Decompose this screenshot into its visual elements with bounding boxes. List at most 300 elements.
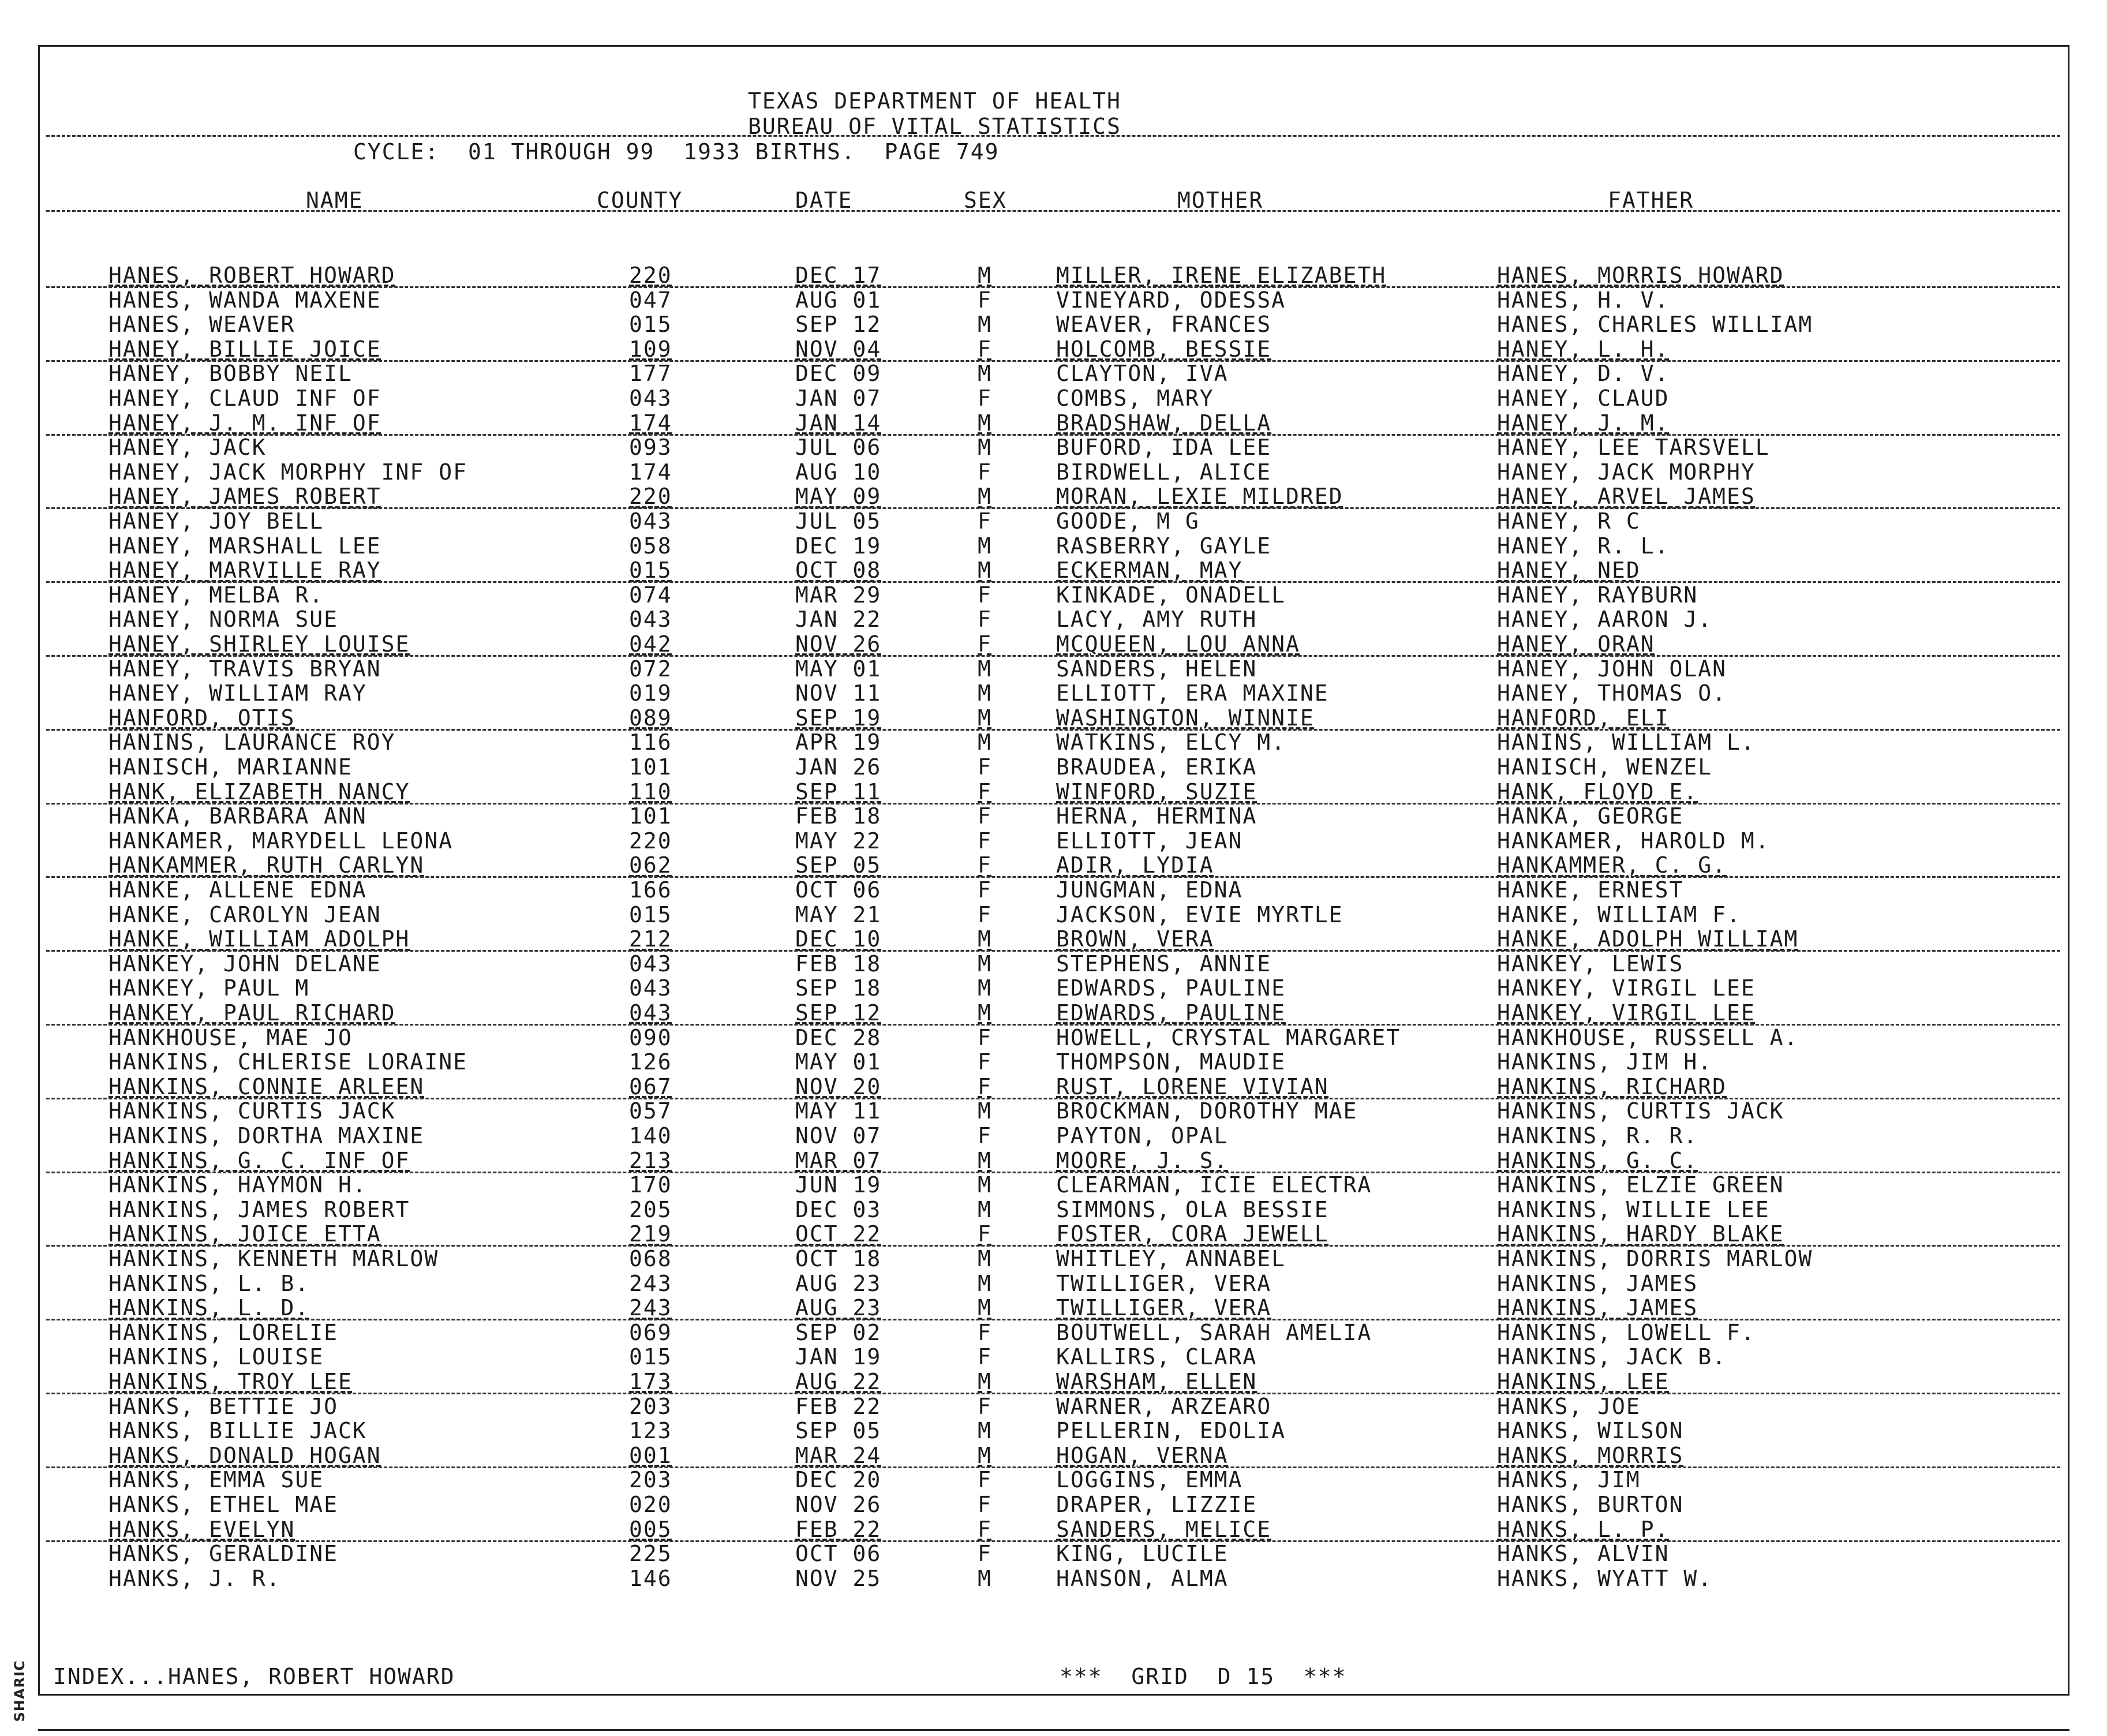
record-county: 074 — [629, 582, 672, 608]
column-header-date: DATE — [795, 188, 853, 213]
record-name: HANKAMMER, RUTH CARLYN — [108, 852, 425, 878]
record-father: HANKINS, JAMES — [1497, 1295, 1698, 1321]
record-mother: HANSON, ALMA — [1056, 1565, 1229, 1591]
record-county: 067 — [629, 1073, 672, 1099]
record-date: NOV 07 — [795, 1123, 882, 1148]
bottom-rule — [38, 1729, 2069, 1731]
record-date: SEP 19 — [795, 705, 882, 731]
record-mother: MCQUEEN, LOU ANNA — [1056, 631, 1300, 657]
record-date: OCT 18 — [795, 1246, 882, 1271]
record-sex: F — [978, 1319, 992, 1345]
record-mother: TWILLIGER, VERA — [1056, 1270, 1272, 1296]
record-mother: WHITLEY, ANNABEL — [1056, 1246, 1286, 1271]
record-sex: M — [978, 263, 992, 288]
record-date: NOV 26 — [795, 1492, 882, 1517]
record-name: HANKINS, TROY LEE — [108, 1369, 353, 1394]
record-mother: ECKERMAN, MAY — [1056, 558, 1243, 583]
record-mother: ELLIOTT, JEAN — [1056, 828, 1243, 854]
record-county: 126 — [629, 1049, 672, 1075]
record-name: HANEY, JACK — [108, 435, 267, 461]
record-county: 043 — [629, 951, 672, 976]
table-row — [0, 1542, 2107, 1566]
table-row — [0, 1394, 2107, 1419]
record-sex: M — [978, 1000, 992, 1026]
record-date: MAR 29 — [795, 582, 882, 608]
table-row — [0, 632, 2107, 656]
record-name: HANKINS, DORTHA MAXINE — [108, 1123, 425, 1148]
record-sex: F — [978, 1492, 992, 1517]
table-row — [0, 1370, 2107, 1394]
record-name: HANKS, BILLIE JACK — [108, 1418, 367, 1444]
table-row — [0, 730, 2107, 754]
table-row — [0, 312, 2107, 336]
record-sex: F — [978, 1344, 992, 1370]
record-father: HANKEY, VIRGIL LEE — [1497, 975, 1756, 1001]
record-name: HANES, WANDA MAXENE — [108, 287, 381, 313]
table-row — [0, 927, 2107, 951]
table-row — [0, 411, 2107, 435]
record-sex: F — [978, 1024, 992, 1050]
record-date: APR 19 — [795, 729, 882, 755]
column-header-mother: MOTHER — [1177, 188, 1264, 213]
record-sex: F — [978, 1393, 992, 1419]
record-county: 203 — [629, 1393, 672, 1419]
record-county: 174 — [629, 459, 672, 485]
record-father: HANEY, CLAUD — [1497, 386, 1670, 411]
table-row — [0, 804, 2107, 828]
record-county: 057 — [629, 1098, 672, 1124]
record-name: HANEY, WILLIAM RAY — [108, 680, 367, 706]
record-father: HANEY, AARON J. — [1497, 607, 1713, 633]
record-county: 069 — [629, 1319, 672, 1345]
record-mother: VINEYARD, ODESSA — [1056, 287, 1286, 313]
record-name: HANEY, SHIRLEY LOUISE — [108, 631, 410, 657]
record-county: 001 — [629, 1442, 672, 1468]
table-row — [0, 534, 2107, 558]
record-date: AUG 01 — [795, 287, 882, 313]
record-father: HANKINS, LEE — [1497, 1369, 1670, 1394]
record-sex: M — [978, 361, 992, 387]
record-father: HANEY, NED — [1497, 558, 1641, 583]
record-name: HANKINS, CURTIS JACK — [108, 1098, 396, 1124]
record-name: HANKINS, L. B. — [108, 1270, 310, 1296]
record-sex: M — [978, 1270, 992, 1296]
record-county: 212 — [629, 926, 672, 952]
record-sex: M — [978, 1172, 992, 1198]
record-father: HANKS, ALVIN — [1497, 1541, 1670, 1567]
record-sex: F — [978, 779, 992, 805]
record-name: HANEY, CLAUD INF OF — [108, 386, 381, 411]
record-father: HANINS, WILLIAM L. — [1497, 729, 1756, 755]
record-sex: M — [978, 533, 992, 559]
record-name: HANISCH, MARIANNE — [108, 754, 353, 780]
record-mother: SIMMONS, OLA BESSIE — [1056, 1196, 1329, 1222]
table-row — [0, 1271, 2107, 1296]
record-mother: JUNGMAN, EDNA — [1056, 877, 1243, 903]
record-father: HANKS, BURTON — [1497, 1492, 1684, 1517]
record-father: HANES, MORRIS HOWARD — [1497, 263, 1784, 288]
record-date: MAR 24 — [795, 1442, 882, 1468]
record-name: HANKE, ALLENE EDNA — [108, 877, 367, 903]
record-father: HANKS, MORRIS — [1497, 1442, 1684, 1468]
record-mother: BIRDWELL, ALICE — [1056, 459, 1272, 485]
record-name: HANKINS, JOICE ETTA — [108, 1221, 381, 1247]
record-date: AUG 22 — [795, 1369, 882, 1394]
record-father: HANKINS, R. R. — [1497, 1123, 1698, 1148]
column-header-name: NAME — [306, 188, 364, 213]
record-sex: F — [978, 1467, 992, 1493]
table-row — [0, 1320, 2107, 1345]
record-father: HANEY, J. M. — [1497, 410, 1670, 436]
record-sex: M — [978, 410, 992, 436]
record-father: HANKINS, LOWELL F. — [1497, 1319, 1756, 1345]
record-sex: F — [978, 1221, 992, 1247]
record-mother: DRAPER, LIZZIE — [1056, 1492, 1258, 1517]
column-header-county: COUNTY — [597, 188, 683, 213]
record-mother: WARSHAM, ELLEN — [1056, 1369, 1258, 1394]
record-father: HANFORD, ELI — [1497, 705, 1670, 731]
record-date: DEC 28 — [795, 1024, 882, 1050]
record-sex: F — [978, 386, 992, 411]
record-sex: M — [978, 312, 992, 338]
record-county: 243 — [629, 1295, 672, 1321]
footer-index: INDEX...HANES, ROBERT HOWARD — [53, 1664, 455, 1689]
table-row — [0, 607, 2107, 631]
record-name: HANEY, TRAVIS BRYAN — [108, 656, 381, 682]
record-date: SEP 05 — [795, 1418, 882, 1444]
record-date: JAN 07 — [795, 386, 882, 411]
record-name: HANKS, DONALD HOGAN — [108, 1442, 381, 1468]
record-father: HANKS, WILSON — [1497, 1418, 1684, 1444]
record-mother: EDWARDS, PAULINE — [1056, 1000, 1286, 1026]
record-county: 213 — [629, 1147, 672, 1173]
record-county: 220 — [629, 828, 672, 854]
record-sex: M — [978, 656, 992, 682]
record-name: HANEY, JOY BELL — [108, 508, 324, 534]
record-father: HANEY, THOMAS O. — [1497, 680, 1727, 706]
record-father: HANKS, L. P. — [1497, 1516, 1670, 1542]
record-date: MAY 22 — [795, 828, 882, 854]
record-mother: KALLIRS, CLARA — [1056, 1344, 1258, 1370]
record-date: JUL 06 — [795, 435, 882, 461]
record-father: HANKINS, JACK B. — [1497, 1344, 1727, 1370]
record-county: 047 — [629, 287, 672, 313]
record-county: 042 — [629, 631, 672, 657]
record-sex: M — [978, 484, 992, 510]
record-sex: M — [978, 729, 992, 755]
table-row — [0, 1222, 2107, 1246]
record-mother: CLEARMAN, ICIE ELECTRA — [1056, 1172, 1372, 1198]
record-name: HANKS, EVELYN — [108, 1516, 295, 1542]
record-sex: M — [978, 558, 992, 583]
record-mother: RUST, LORENE VIVIAN — [1056, 1073, 1329, 1099]
record-father: HANEY, D. V. — [1497, 361, 1670, 387]
record-date: DEC 20 — [795, 1467, 882, 1493]
record-name: HANKINS, G. C. INF OF — [108, 1147, 410, 1173]
record-county: 174 — [629, 410, 672, 436]
table-row — [0, 337, 2107, 361]
record-name: HANKEY, PAUL RICHARD — [108, 1000, 396, 1026]
record-father: HANKINS, DORRIS MARLOW — [1497, 1246, 1813, 1271]
record-county: 116 — [629, 729, 672, 755]
record-sex: M — [978, 1565, 992, 1591]
record-father: HANKEY, VIRGIL LEE — [1497, 1000, 1756, 1026]
record-name: HANEY, BOBBY NEIL — [108, 361, 353, 387]
table-row — [0, 558, 2107, 582]
record-mother: PELLERIN, EDOLIA — [1056, 1418, 1286, 1444]
record-mother: RASBERRY, GAYLE — [1056, 533, 1272, 559]
table-row — [0, 780, 2107, 804]
table-row — [0, 1296, 2107, 1320]
footer-grid: *** GRID D 15 *** — [1060, 1664, 1347, 1689]
record-county: 170 — [629, 1172, 672, 1198]
record-sex: F — [978, 803, 992, 829]
record-name: HANKHOUSE, MAE JO — [108, 1024, 353, 1050]
record-mother: CLAYTON, IVA — [1056, 361, 1229, 387]
record-father: HANKINS, G. C. — [1497, 1147, 1698, 1173]
record-county: 205 — [629, 1196, 672, 1222]
record-name: HANKINS, HAYMON H. — [108, 1172, 367, 1198]
record-father: HANKINS, RICHARD — [1497, 1073, 1727, 1099]
record-date: FEB 18 — [795, 803, 882, 829]
record-sex: F — [978, 1516, 992, 1542]
record-sex: F — [978, 508, 992, 534]
record-father: HANKE, ADOLPH WILLIAM — [1497, 926, 1799, 952]
record-mother: EDWARDS, PAULINE — [1056, 975, 1286, 1001]
record-county: 166 — [629, 877, 672, 903]
record-name: HANKAMER, MARYDELL LEONA — [108, 828, 454, 854]
table-row — [0, 829, 2107, 853]
record-date: OCT 06 — [795, 877, 882, 903]
record-name: HANEY, NORMA SUE — [108, 607, 339, 633]
record-name: HANFORD, OTIS — [108, 705, 295, 731]
record-date: SEP 11 — [795, 779, 882, 805]
table-row — [0, 1050, 2107, 1074]
record-mother: KINKADE, ONADELL — [1056, 582, 1286, 608]
record-date: JUL 05 — [795, 508, 882, 534]
record-county: 019 — [629, 680, 672, 706]
table-row — [0, 361, 2107, 386]
record-mother: WASHINGTON, WINNIE — [1056, 705, 1315, 731]
record-name: HANEY, MARSHALL LEE — [108, 533, 381, 559]
record-county: 101 — [629, 754, 672, 780]
record-mother: JACKSON, EVIE MYRTLE — [1056, 901, 1343, 927]
record-date: SEP 18 — [795, 975, 882, 1001]
table-row — [0, 1419, 2107, 1443]
record-mother: FOSTER, CORA JEWELL — [1056, 1221, 1329, 1247]
record-name: HANKS, GERALDINE — [108, 1541, 339, 1567]
table-row — [0, 976, 2107, 1000]
table-row — [0, 1148, 2107, 1173]
record-date: DEC 03 — [795, 1196, 882, 1222]
record-date: OCT 06 — [795, 1541, 882, 1567]
table-row — [0, 509, 2107, 533]
record-name: HANKEY, PAUL M — [108, 975, 310, 1001]
record-county: 177 — [629, 361, 672, 387]
record-mother: HOWELL, CRYSTAL MARGARET — [1056, 1024, 1401, 1050]
record-sex: F — [978, 631, 992, 657]
record-mother: TWILLIGER, VERA — [1056, 1295, 1272, 1321]
record-mother: BUFORD, IDA LEE — [1056, 435, 1272, 461]
record-county: 090 — [629, 1024, 672, 1050]
record-sex: F — [978, 1123, 992, 1148]
record-county: 015 — [629, 1344, 672, 1370]
record-mother: LOGGINS, EMMA — [1056, 1467, 1243, 1493]
record-county: 043 — [629, 607, 672, 633]
record-county: 203 — [629, 1467, 672, 1493]
record-sex: M — [978, 926, 992, 952]
record-date: NOV 25 — [795, 1565, 882, 1591]
record-name: HANEY, MARVILLE RAY — [108, 558, 381, 583]
record-county: 220 — [629, 263, 672, 288]
record-sex: F — [978, 901, 992, 927]
record-date: JAN 14 — [795, 410, 882, 436]
table-row — [0, 583, 2107, 607]
table-row — [0, 706, 2107, 730]
record-name: HANKE, CAROLYN JEAN — [108, 901, 381, 927]
record-date: DEC 09 — [795, 361, 882, 387]
record-mother: LACY, AMY RUTH — [1056, 607, 1258, 633]
record-father: HANKINS, WILLIE LEE — [1497, 1196, 1770, 1222]
record-mother: SANDERS, MELICE — [1056, 1516, 1272, 1542]
record-sex: M — [978, 1442, 992, 1468]
record-date: JAN 22 — [795, 607, 882, 633]
record-name: HANKS, BETTIE JO — [108, 1393, 339, 1419]
record-date: SEP 12 — [795, 312, 882, 338]
record-county: 109 — [629, 336, 672, 362]
record-name: HANKINS, CONNIE ARLEEN — [108, 1073, 425, 1099]
column-header-divider — [46, 210, 2060, 212]
record-mother: HERNA, HERMINA — [1056, 803, 1258, 829]
table-row — [0, 1247, 2107, 1271]
table-row — [0, 755, 2107, 779]
table-row — [0, 952, 2107, 976]
record-county: 005 — [629, 1516, 672, 1542]
record-sex: M — [978, 1147, 992, 1173]
record-county: 043 — [629, 1000, 672, 1026]
record-sex: M — [978, 1098, 992, 1124]
record-mother: BRAUDEA, ERIKA — [1056, 754, 1258, 780]
record-father: HANKS, WYATT W. — [1497, 1565, 1713, 1591]
record-father: HANEY, ORAN — [1497, 631, 1655, 657]
record-mother: PAYTON, OPAL — [1056, 1123, 1229, 1148]
record-date: FEB 22 — [795, 1516, 882, 1542]
record-father: HANEY, ARVEL JAMES — [1497, 484, 1756, 510]
record-father: HANK, FLOYD E. — [1497, 779, 1698, 805]
record-name: HANINS, LAURANCE ROY — [108, 729, 396, 755]
record-county: 110 — [629, 779, 672, 805]
table-row — [0, 484, 2107, 508]
record-mother: HOGAN, VERNA — [1056, 1442, 1229, 1468]
column-header-sex: SEX — [964, 188, 1007, 213]
record-name: HANEY, JACK MORPHY INF OF — [108, 459, 467, 485]
record-sex: M — [978, 1246, 992, 1271]
header-subtitle: BUREAU OF VITAL STATISTICS — [748, 114, 1121, 139]
record-father: HANKAMMER, C. G. — [1497, 852, 1727, 878]
record-sex: M — [978, 1196, 992, 1222]
record-mother: ADIR, LYDIA — [1056, 852, 1214, 878]
record-father: HANEY, RAYBURN — [1497, 582, 1698, 608]
record-sex: F — [978, 459, 992, 485]
table-row — [0, 1173, 2107, 1197]
record-father: HANKS, JIM — [1497, 1467, 1641, 1493]
record-county: 068 — [629, 1246, 672, 1271]
record-mother: WATKINS, ELCY M. — [1056, 729, 1286, 755]
column-header-father: FATHER — [1608, 188, 1694, 213]
record-sex: M — [978, 435, 992, 461]
record-name: HANKINS, LORELIE — [108, 1319, 339, 1345]
record-mother: ELLIOTT, ERA MAXINE — [1056, 680, 1329, 706]
record-mother: MOORE, J. S. — [1056, 1147, 1229, 1173]
record-county: 089 — [629, 705, 672, 731]
record-name: HANKINS, LOUISE — [108, 1344, 324, 1370]
record-name: HANKS, ETHEL MAE — [108, 1492, 339, 1517]
record-father: HANES, CHARLES WILLIAM — [1497, 312, 1813, 338]
record-name: HANKEY, JOHN DELANE — [108, 951, 381, 976]
record-county: 015 — [629, 901, 672, 927]
record-date: JAN 19 — [795, 1344, 882, 1370]
record-sex: F — [978, 1073, 992, 1099]
record-sex: M — [978, 1369, 992, 1394]
record-date: OCT 22 — [795, 1221, 882, 1247]
table-row — [0, 903, 2107, 927]
record-county: 020 — [629, 1492, 672, 1517]
record-mother: COMBS, MARY — [1056, 386, 1214, 411]
table-row — [0, 1443, 2107, 1468]
record-date: NOV 26 — [795, 631, 882, 657]
record-date: MAY 11 — [795, 1098, 882, 1124]
record-date: FEB 18 — [795, 951, 882, 976]
record-father: HANEY, JACK MORPHY — [1497, 459, 1756, 485]
record-sex: F — [978, 287, 992, 313]
table-row — [0, 1075, 2107, 1099]
record-mother: WINFORD, SUZIE — [1056, 779, 1258, 805]
table-row — [0, 1124, 2107, 1148]
record-father: HANKINS, CURTIS JACK — [1497, 1098, 1784, 1124]
table-row — [0, 853, 2107, 877]
record-sex: M — [978, 975, 992, 1001]
record-name: HANKS, EMMA SUE — [108, 1467, 324, 1493]
header-divider — [46, 135, 2060, 137]
record-date: FEB 22 — [795, 1393, 882, 1419]
record-sex: M — [978, 705, 992, 731]
table-row — [0, 681, 2107, 705]
record-date: JAN 26 — [795, 754, 882, 780]
record-county: 062 — [629, 852, 672, 878]
record-county: 225 — [629, 1541, 672, 1567]
record-name: HANEY, MELBA R. — [108, 582, 324, 608]
record-sex: M — [978, 951, 992, 976]
record-county: 220 — [629, 484, 672, 510]
table-row — [0, 1026, 2107, 1050]
record-county: 043 — [629, 386, 672, 411]
record-name: HANKA, BARBARA ANN — [108, 803, 367, 829]
record-county: 043 — [629, 508, 672, 534]
record-name: HANKE, WILLIAM ADOLPH — [108, 926, 410, 952]
record-sex: F — [978, 582, 992, 608]
table-row — [0, 1198, 2107, 1222]
record-mother: KING, LUCILE — [1056, 1541, 1229, 1567]
record-mother: GOODE, M G — [1056, 508, 1200, 534]
cycle-line: CYCLE: 01 THROUGH 99 1933 BIRTHS. PAGE 749 — [353, 139, 1000, 164]
side-stamp: SHARIC — [12, 1660, 28, 1722]
record-sex: F — [978, 1541, 992, 1567]
record-father: HANEY, L. H. — [1497, 336, 1670, 362]
record-father: HANKE, ERNEST — [1497, 877, 1684, 903]
record-name: HANES, WEAVER — [108, 312, 295, 338]
record-county: 015 — [629, 558, 672, 583]
record-sex: F — [978, 828, 992, 854]
